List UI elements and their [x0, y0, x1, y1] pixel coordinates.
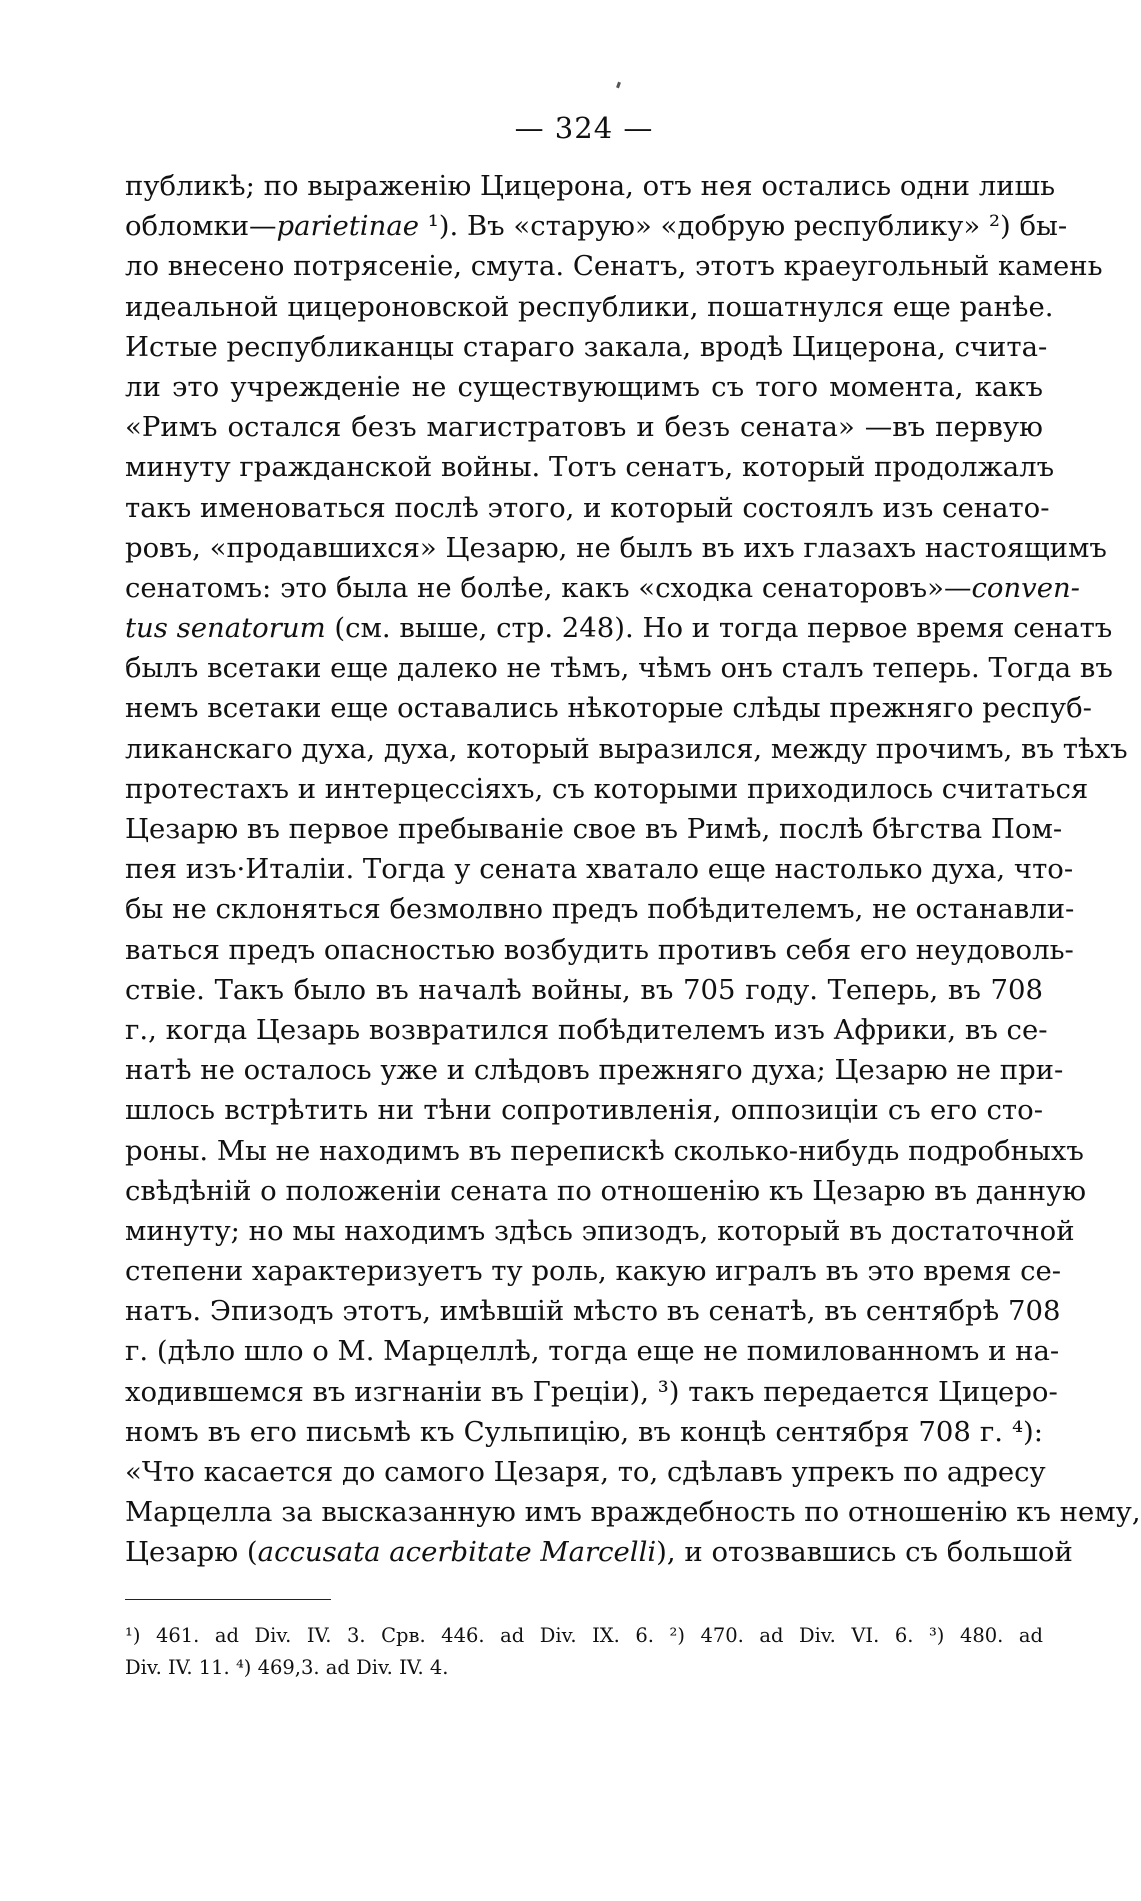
text-run: свѣдѣній о положеніи сената по отношенію къ Цезарю въ данную	[125, 1174, 1087, 1207]
text-run: степени характеризуетъ ту роль, какую игралъ въ это время се-	[125, 1255, 1062, 1288]
text-line	[125, 729, 1128, 769]
footnote-line: ¹) 461. ad Div. IV. 3. Срв. 446. ad Div. IX. 6. ²) 470. ad Div. VI. 6. ³) 480. ad	[125, 1623, 1043, 1647]
text-run: минуту гражданской войны. Тотъ сенатъ, который продолжалъ	[125, 451, 1055, 484]
text-run: обломки—	[125, 210, 277, 243]
ink-speck	[616, 82, 621, 89]
italic-text-run: parietinae	[276, 210, 419, 243]
text-line	[125, 648, 1113, 688]
text-line	[125, 1171, 1087, 1211]
text-line	[125, 889, 1075, 929]
text-line	[125, 246, 1103, 286]
italic-text-run: tus senatorum	[125, 612, 326, 645]
text-run: ровъ, «продавшихся» Цезарю, не былъ въ ихъ глазахъ настоящимъ	[125, 531, 1107, 564]
italic-text-run: conven-	[971, 571, 1080, 604]
text-line	[125, 1452, 1046, 1492]
text-line	[125, 1372, 1058, 1412]
text-line	[125, 528, 1107, 568]
footnote-rule	[125, 1599, 331, 1600]
text-line	[125, 769, 1089, 809]
text-run: такъ именоваться послѣ этого, и который состоялъ изъ сенато-	[125, 491, 1050, 524]
text-run: протестахъ и интерцессіяхъ, съ которыми приходилось считаться	[125, 772, 1089, 805]
text-line	[125, 367, 1043, 407]
text-run: Истые республиканцы стараго закала, вродѣ Цицерона, счита-	[125, 330, 1048, 363]
text-line	[125, 608, 1113, 648]
body-text	[125, 166, 1141, 1573]
text-line	[125, 930, 1074, 970]
text-run: немъ всетаки еще оставались нѣкоторые слѣды прежняго респуб-	[125, 692, 1092, 725]
text-run: ло внесено потрясеніе, смута. Сенатъ, этотъ краеугольный камень	[125, 250, 1103, 283]
text-line	[125, 1412, 1043, 1452]
text-line	[125, 1532, 1073, 1572]
text-run: минуту; но мы находимъ здѣсь эпизодъ, который въ достаточной	[125, 1214, 1075, 1247]
text-run: идеальной цицероновской республики, пошатнулся еще ранѣе.	[125, 290, 1054, 323]
text-run: натѣ не осталось уже и слѣдовъ прежняго духа; Цезарю не при-	[125, 1054, 1064, 1087]
text-line	[125, 1331, 1060, 1371]
text-line	[125, 488, 1050, 528]
text-line	[125, 1010, 1048, 1050]
text-run: бы не склоняться безмолвно предъ побѣдителемъ, не останавли-	[125, 893, 1075, 926]
text-run: публикѣ; по выраженію Цицерона, отъ нея остались одни лишь	[125, 170, 1056, 202]
text-run: ликанскаго духа, духа, который выразился, между прочимъ, въ тѣхъ	[125, 732, 1128, 765]
text-line	[125, 849, 1074, 889]
text-line	[125, 1211, 1075, 1251]
text-run: Марцелла за высказанную имъ враждебность по отношенію къ нему,	[125, 1496, 1141, 1529]
text-line	[125, 447, 1055, 487]
text-run: «Римъ остался безъ магистратовъ и безъ сената» —въ первую	[125, 411, 1043, 444]
text-line	[125, 1131, 1084, 1171]
text-line	[125, 1050, 1064, 1090]
text-run: г. (дѣло шло о М. Марцеллѣ, тогда еще не помилованномъ и на-	[125, 1335, 1060, 1368]
text-run: (см. выше, стр. 248). Но и тогда первое время сенатъ	[325, 612, 1113, 645]
text-line	[125, 1251, 1062, 1291]
footnote-line: Div. IV. 11. ⁴) 469,3. ad Div. IV. 4.	[125, 1655, 449, 1679]
text-run: ¹). Въ «старую» «добрую республику» ²) бы-	[419, 210, 1068, 243]
footnotes	[125, 1620, 1043, 1684]
text-run: ), и отозвавшись съ большой	[656, 1536, 1073, 1569]
text-run: ходившемся въ изгнаніи въ Греціи), ³) такъ передается Цицеро-	[125, 1375, 1058, 1408]
text-run: «Что касается до самого Цезаря, то, сдѣлавъ упрекъ по адресу	[125, 1456, 1046, 1488]
text-run: Цезарю въ первое пребываніе свое въ Римѣ, послѣ бѣгства Пом-	[125, 813, 1063, 845]
text-run: ли это учрежденіе не существующимъ съ того момента, какъ	[125, 370, 1043, 403]
italic-text-run: accusata acerbitate Marcelli	[257, 1536, 657, 1569]
text-run: былъ всетаки еще далеко не тѣмъ, чѣмъ онъ сталъ теперь. Тогда въ	[125, 652, 1113, 685]
text-line	[125, 688, 1092, 728]
text-run: Цезарю (	[125, 1536, 258, 1569]
text-line	[125, 1492, 1141, 1532]
text-line	[125, 327, 1048, 367]
text-run: натъ. Эпизодъ этотъ, имѣвшій мѣсто въ сенатѣ, въ сентябрѣ 708	[125, 1295, 1061, 1328]
text-run: пея изъ·Италіи. Тогда у сената хватало еще настолько духа, что-	[125, 853, 1074, 886]
page-number: — 324 —	[514, 111, 654, 145]
page	[125, 110, 1141, 1684]
text-line	[125, 206, 1068, 246]
text-run: ваться предъ опасностью возбудить противъ себя его неудоволь-	[125, 933, 1074, 966]
text-line	[125, 1090, 1043, 1130]
text-line	[125, 568, 1080, 608]
text-run: сенатомъ: это была не болѣе, какъ «сходка сенаторовъ»—	[125, 571, 972, 604]
text-line	[125, 407, 1043, 447]
text-line	[125, 970, 1043, 1010]
text-run: шлось встрѣтить ни тѣни сопротивленія, оппозиціи съ его сто-	[125, 1094, 1043, 1127]
text-run: ствіе. Такъ было въ началѣ войны, въ 705 году. Теперь, въ 708	[125, 973, 1043, 1006]
text-line	[125, 809, 1063, 849]
text-line	[125, 1291, 1061, 1331]
text-run: г., когда Цезарь возвратился побѣдителемъ изъ Африки, въ се-	[125, 1013, 1048, 1046]
text-line	[125, 166, 1056, 206]
text-line	[125, 287, 1054, 327]
text-run: роны. Мы не находимъ въ перепискѣ сколько-нибудь подробныхъ	[125, 1134, 1084, 1167]
text-run: номъ въ его письмѣ къ Сульпицію, въ концѣ сентября 708 г. ⁴):	[125, 1415, 1043, 1448]
